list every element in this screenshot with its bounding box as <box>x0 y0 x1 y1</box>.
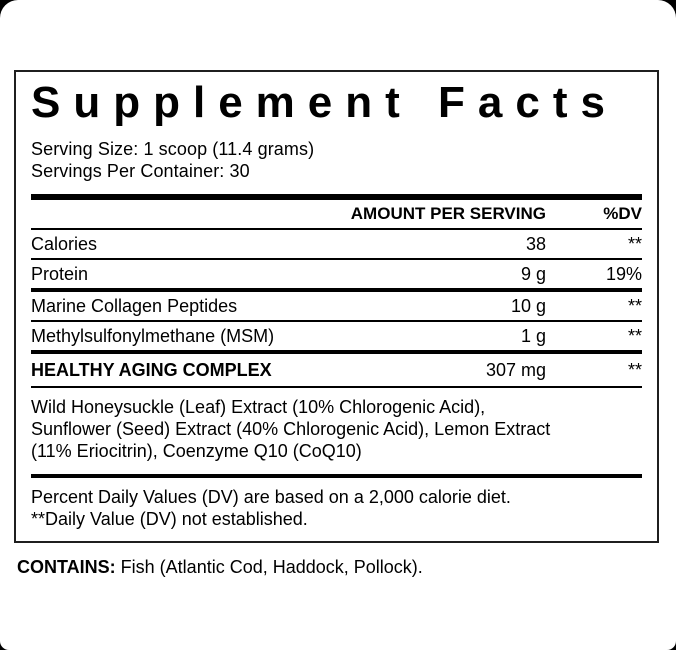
nutrient-dv: ** <box>627 233 642 254</box>
nutrient-amount: 38 <box>525 233 546 254</box>
complex-description <box>31 386 642 474</box>
complex-description-line: Sunflower (Seed) Extract (40% Chlorogenic Acid), Lemon Extract <box>31 419 551 439</box>
servings-per-container: Servings Per Container: 30 <box>31 161 250 181</box>
nutrient-amount: 1 g <box>520 325 546 346</box>
contains-statement <box>17 556 423 578</box>
column-dv-header: %DV <box>603 204 642 223</box>
serving-info <box>31 138 642 182</box>
serving-size: Serving Size: 1 scoop (11.4 grams) <box>31 139 315 159</box>
nutrient-amount: 9 g <box>520 263 546 284</box>
nutrient-label: HEALTHY AGING COMPLEX <box>31 359 272 380</box>
footnote-line: Percent Daily Values (DV) are based on a 2,000 calorie diet. <box>31 487 511 507</box>
table-row-healthy-aging-complex <box>31 350 642 386</box>
table-row-calories <box>31 228 642 258</box>
nutrient-dv: ** <box>627 295 642 316</box>
nutrient-dv: ** <box>627 359 642 380</box>
nutrient-amount: 10 g <box>510 295 546 316</box>
complex-description-line: Wild Honeysuckle (Leaf) Extract (10% Chlorogenic Acid), <box>31 397 486 417</box>
nutrient-dv: ** <box>627 325 642 346</box>
supplement-facts-panel <box>14 70 659 543</box>
nutrient-label: Marine Collagen Peptides <box>31 295 238 316</box>
nutrient-dv: 19% <box>605 263 642 284</box>
footnote-line: **Daily Value (DV) not established. <box>31 509 308 529</box>
complex-description-line: (11% Eriocitrin), Coenzyme Q10 (CoQ10) <box>31 441 362 461</box>
table-header-row <box>31 200 642 228</box>
contains-label: CONTAINS: <box>17 557 116 577</box>
nutrient-label: Protein <box>31 263 89 284</box>
table-row-marine-collagen <box>31 288 642 320</box>
table-row-protein <box>31 258 642 288</box>
table-row-msm <box>31 320 642 350</box>
daily-value-footnote <box>31 474 642 530</box>
nutrient-amount: 307 mg <box>485 359 546 380</box>
column-amount-header: AMOUNT PER SERVING <box>350 204 546 223</box>
contains-text: Fish (Atlantic Cod, Haddock, Pollock). <box>115 557 423 577</box>
nutrient-label: Methylsulfonylmethane (MSM) <box>31 325 275 346</box>
panel-title: Supplement Facts <box>31 80 618 126</box>
nutrient-label: Calories <box>31 233 98 254</box>
